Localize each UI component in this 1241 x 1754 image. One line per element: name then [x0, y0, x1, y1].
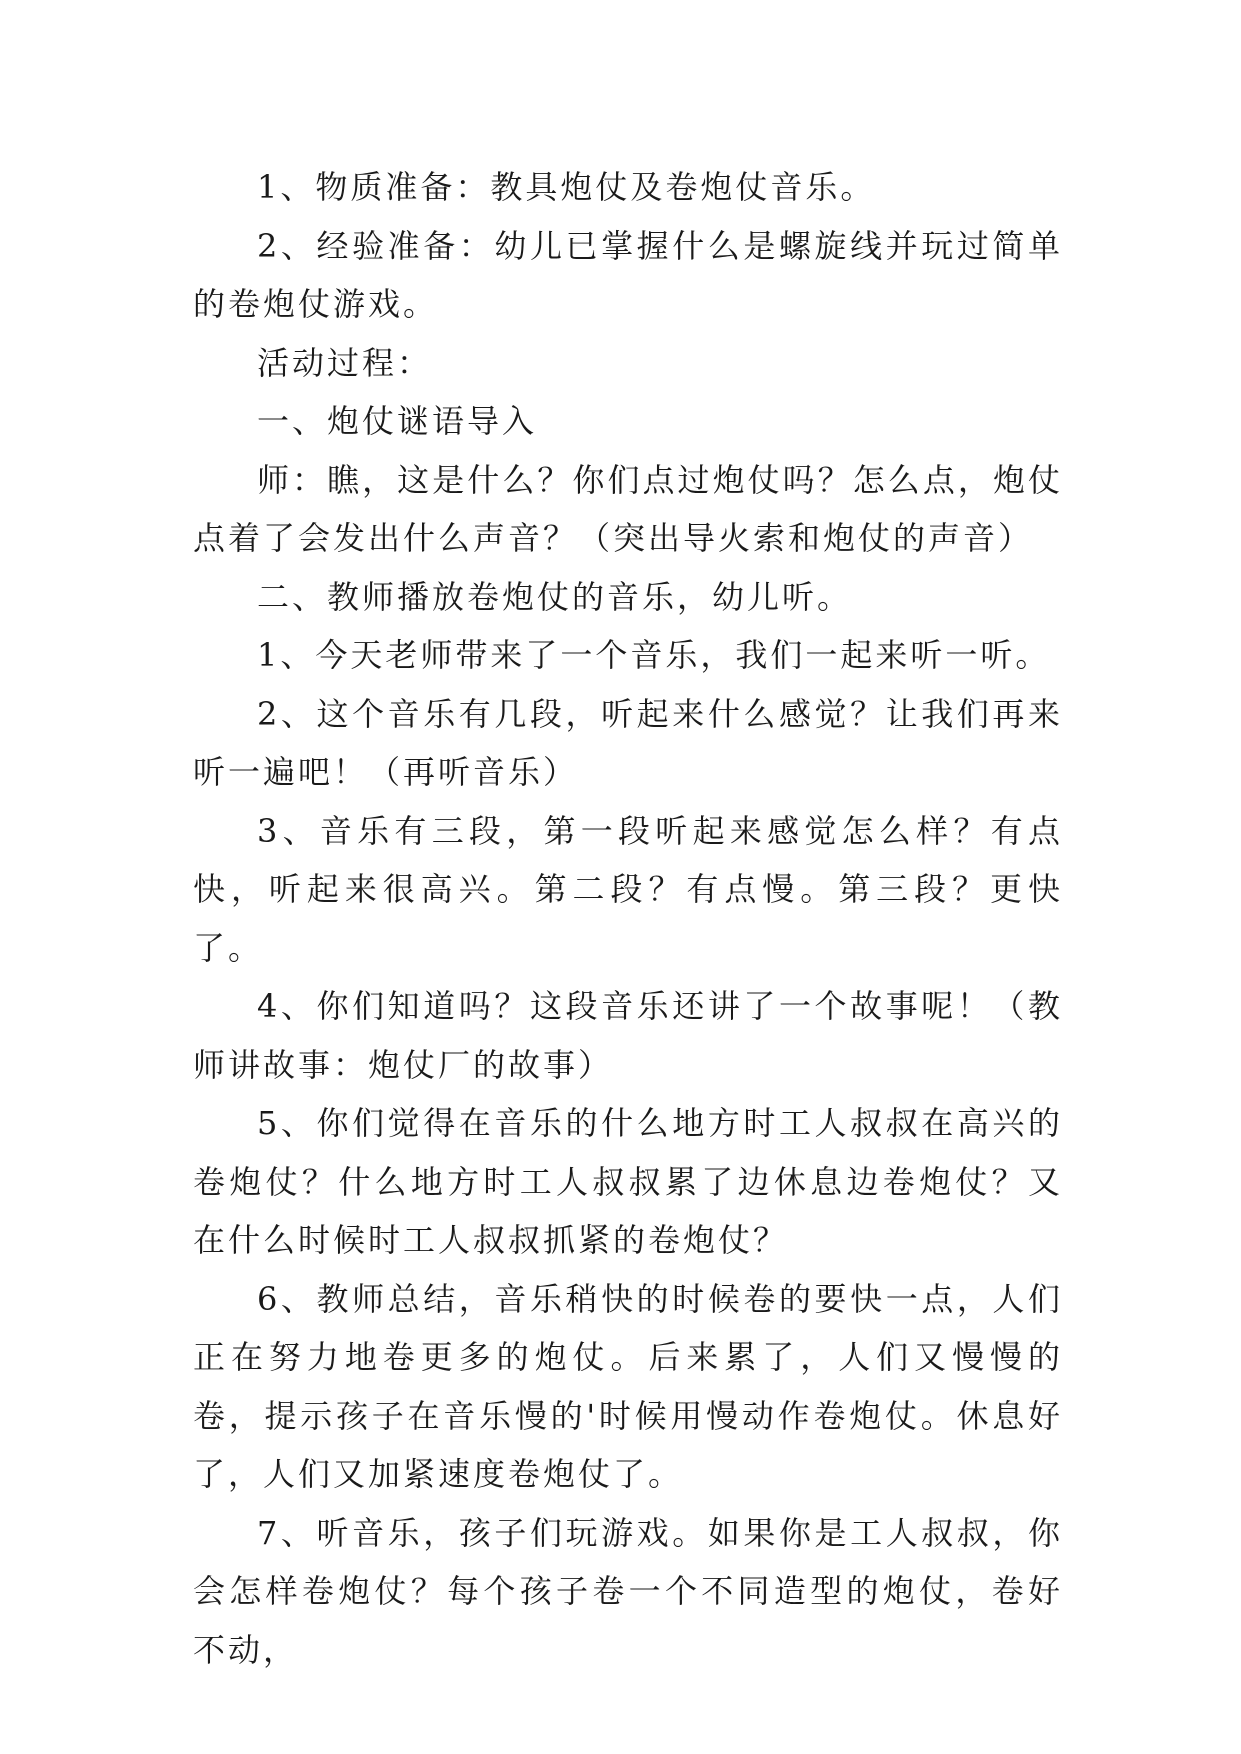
paragraph-step-2: 2、这个音乐有几段，听起来什么感觉？让我们再来听一遍吧！（再听音乐） — [193, 694, 1063, 791]
paragraph-step-5: 5、你们觉得在音乐的什么地方时工人叔叔在高兴的卷炮仗？什么地方时工人叔叔累了边休息边卷炮仗？又在什么时候时工人叔叔抓紧的卷炮仗？ — [193, 1104, 1063, 1259]
paragraph-section-two-heading: 二、教师播放卷炮仗的音乐，幼儿听。 — [257, 577, 853, 616]
paragraph-step-6: 6、教师总结，音乐稍快的时候卷的要快一点，人们正在努力地卷更多的炮仗。后来累了，人们又慢慢的卷，提示孩子在音乐慢的'时候用慢动作卷炮仗。休息好了，人们又加紧速度卷炮仗了。 — [193, 1279, 1063, 1493]
paragraph-step-4: 4、你们知道吗？这段音乐还讲了一个故事呢！（教师讲故事：炮仗厂的故事） — [193, 987, 1063, 1084]
paragraph-activity-process-heading: 活动过程： — [257, 343, 433, 382]
document-body — [193, 158, 1063, 1679]
paragraph-teacher-riddle: 师：瞧，这是什么？你们点过炮仗吗？怎么点，炮仗点着了会发出什么声音？（突出导火索和炮仗的声音） — [193, 460, 1063, 557]
paragraph-step-7: 7、听音乐，孩子们玩游戏。如果你是工人叔叔，你会怎样卷炮仗？每个孩子卷一个不同造型的炮仗，卷好不动， — [193, 1513, 1063, 1669]
paragraph-step-3: 3、音乐有三段，第一段听起来感觉怎么样？有点快，听起来很高兴。第二段？有点慢。第三段？更快了。 — [193, 811, 1063, 967]
paragraph-section-one-heading: 一、炮仗谜语导入 — [257, 402, 538, 440]
paragraph-material-prep: 1、物质准备：教具炮仗及卷炮仗音乐。 — [257, 168, 876, 206]
paragraph-step-1: 1、今天老师带来了一个音乐，我们一起来听一听。 — [257, 636, 1051, 674]
paragraph-experience-prep: 2、经验准备：幼儿已掌握什么是螺旋线并玩过简单的卷炮仗游戏。 — [193, 226, 1063, 323]
